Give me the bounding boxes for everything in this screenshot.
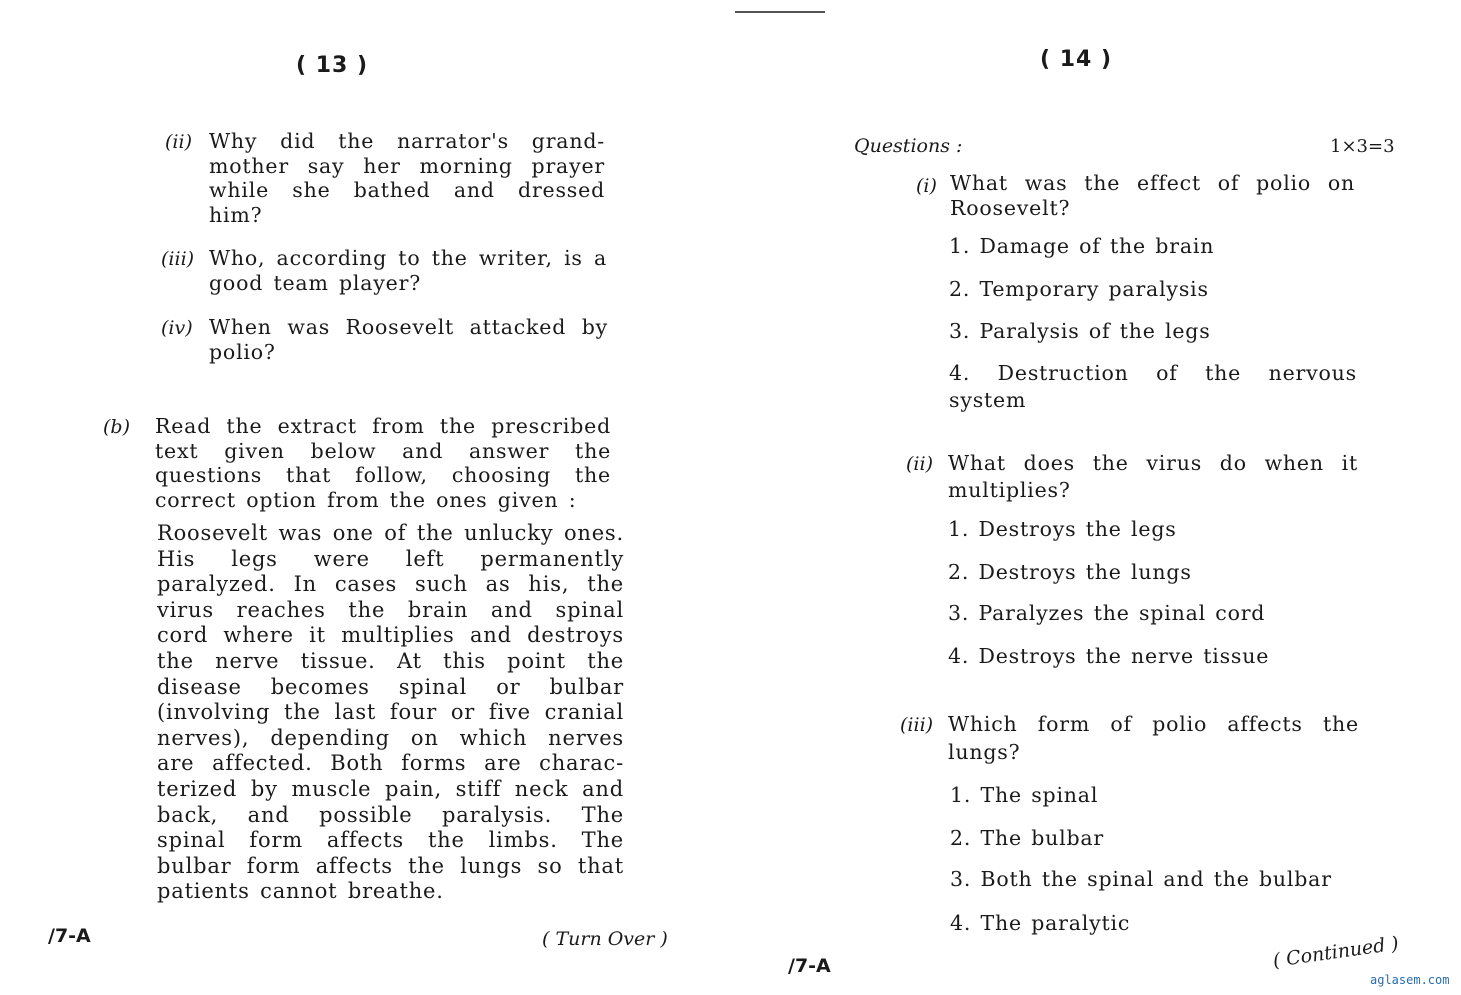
question-iii-text: Who, according to the writer, is a good team player? xyxy=(209,246,607,295)
continued-note: ( Continued ) xyxy=(1271,932,1401,972)
mcq-2-option-4: 4. Destroys the nerve tissue xyxy=(948,644,1270,668)
mcq-3-option-2: 2. The bulbar xyxy=(950,826,1105,850)
mcq-1-option-1: 1. Damage of the brain xyxy=(949,234,1215,258)
mcq-1-option-3: 3. Paralysis of the legs xyxy=(949,319,1211,343)
question-ii-text: Why did the narrator's grand-mother say her morning prayer while she bathed and dressed him? xyxy=(209,129,605,227)
mcq-3-text: Which form of polio affects the lungs? xyxy=(948,712,1359,764)
page-number-13: ( 13 ) xyxy=(296,53,369,78)
mcq-1-option-2: 2. Temporary paralysis xyxy=(949,277,1209,301)
turn-over-note: ( Turn Over ) xyxy=(542,928,668,950)
watermark: aglasem.com xyxy=(1370,973,1450,987)
left-page xyxy=(0,0,730,995)
mcq-3-option-3: 3. Both the spinal and the bulbar xyxy=(950,867,1332,891)
right-page xyxy=(730,0,1461,995)
mcq-3-label: (iii) xyxy=(900,714,934,736)
mcq-2-option-2: 2. Destroys the lungs xyxy=(948,560,1192,584)
mcq-2-text: What does the virus do when it multiplies? xyxy=(948,451,1358,502)
mcq-2-option-1: 1. Destroys the legs xyxy=(948,517,1177,541)
question-ii-label: (ii) xyxy=(165,131,192,153)
footer-code-right: /7-A xyxy=(788,955,831,977)
footer-code-left: /7-A xyxy=(48,925,91,947)
question-iii-label: (iii) xyxy=(161,248,195,270)
question-iv-label: (iv) xyxy=(161,317,193,339)
mcq-2-label: (ii) xyxy=(906,453,933,475)
page-number-14: ( 14 ) xyxy=(1040,47,1113,72)
mcq-1-text: What was the effect of polio on Roosevelt? xyxy=(950,171,1355,220)
section-b-label: (b) xyxy=(103,416,130,438)
marks-allocation: 1×3=3 xyxy=(1330,136,1395,157)
section-b-instruction: Read the extract from the prescribed text given below and answer the questions that follow, choosing the correct option from the ones given : xyxy=(155,414,611,512)
mcq-1-option-4: 4. Destruction of the nervous system xyxy=(949,361,1357,412)
extract-passage: Roosevelt was one of the unlucky ones. His legs were left permanently paralyzed. In cases such as his, the virus reaches the brain and spinal cord where it multiplies and destroys the nerve tissue. At this point the disease becomes spinal or bulbar (involving the last four or five cranial nerves), depending on which nerves are affected. Both forms are charac-terized by muscle pain, stiff neck and back, and possible paralysis. The spinal form affects the limbs. The bulbar form affects the lungs so that patients cannot breathe. xyxy=(157,521,624,904)
mcq-1-label: (i) xyxy=(916,175,937,197)
questions-heading: Questions : xyxy=(854,135,963,157)
mcq-2-option-3: 3. Paralyzes the spinal cord xyxy=(948,601,1266,625)
question-iv-text: When was Roosevelt attacked by polio? xyxy=(209,315,608,364)
mcq-3-option-1: 1. The spinal xyxy=(950,783,1099,807)
mcq-3-option-4: 4. The paralytic xyxy=(950,911,1131,935)
